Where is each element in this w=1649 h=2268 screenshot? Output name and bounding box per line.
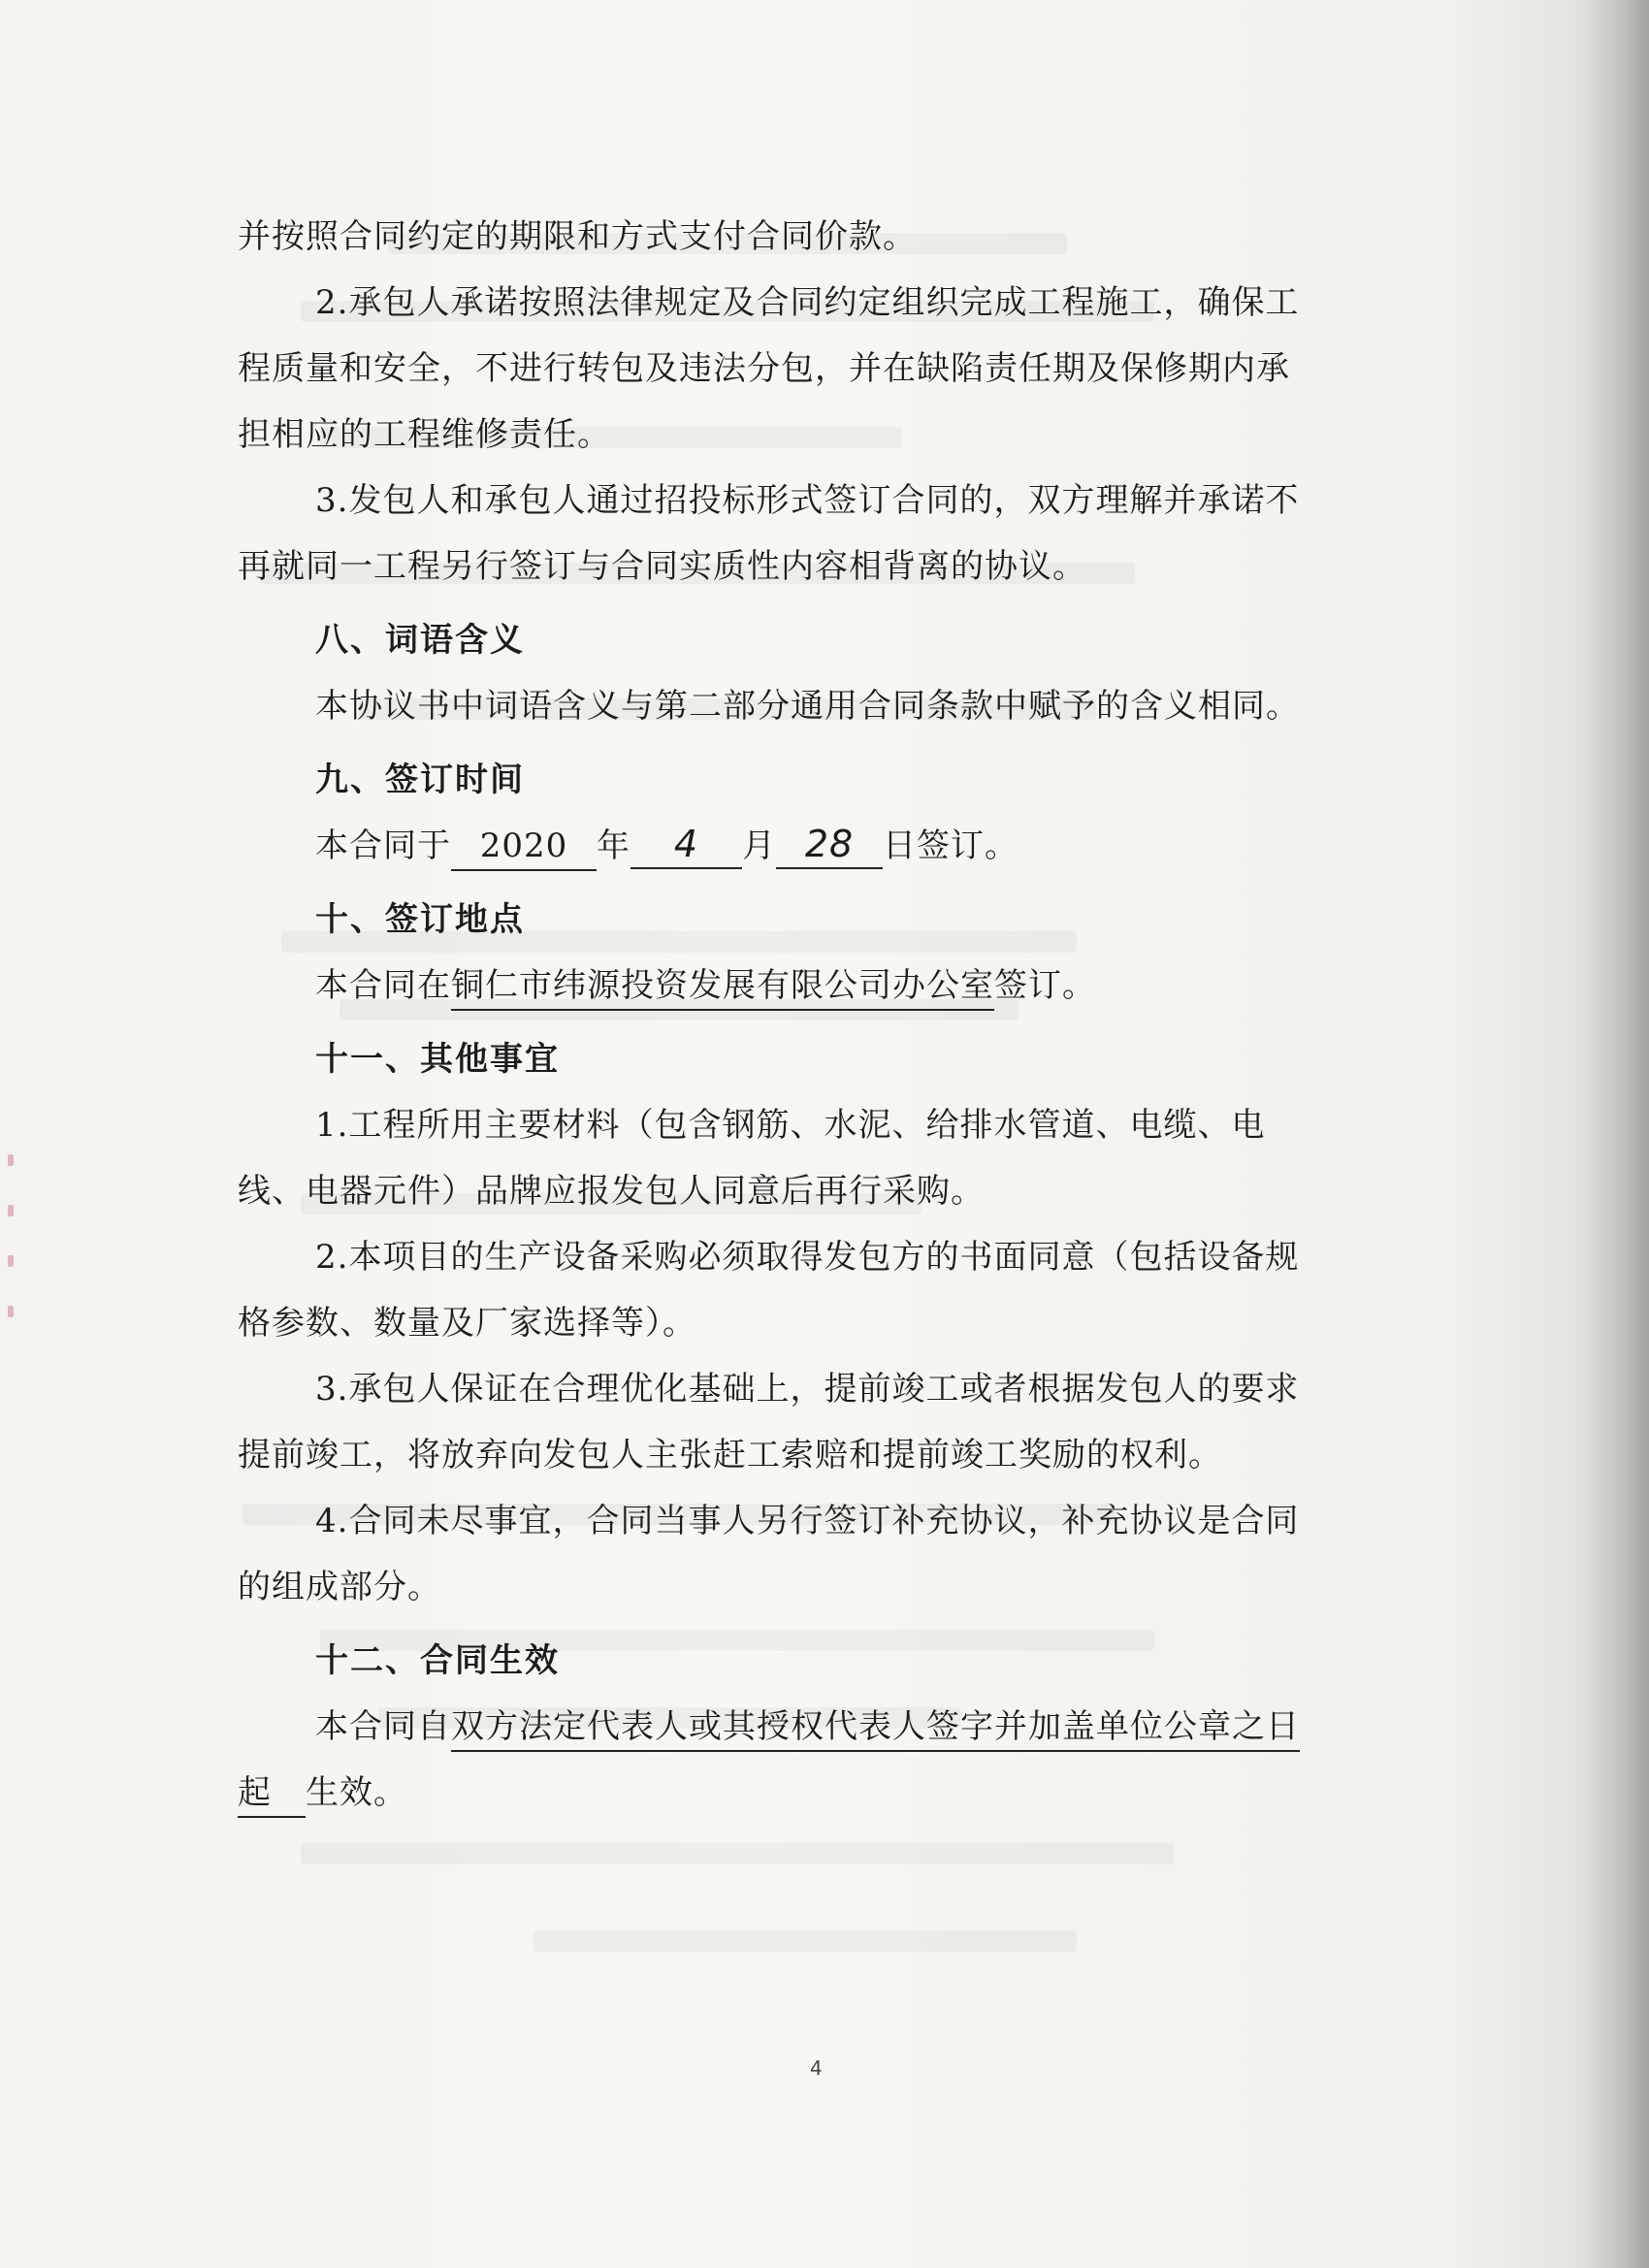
paragraph-line: 4.合同未尽事宜，合同当事人另行签订补充协议，补充协议是合同: [315, 1502, 1300, 1540]
page-number: 4: [810, 2057, 823, 2080]
place-suffix: 签订。: [994, 966, 1096, 1005]
signing-place-line: [238, 953, 1402, 1019]
date-month: 4: [630, 821, 742, 869]
paragraph-line: 3.发包人和承包人通过招投标形式签订合同的，双方理解并承诺不: [315, 481, 1300, 520]
paragraph-line: 再就同一工程另行签订与合同实质性内容相背离的协议。: [238, 547, 1086, 586]
binding-mark: [8, 1154, 14, 1166]
section-heading-other-matters: 十一、其他事宜: [315, 1040, 560, 1079]
date-month-label: 月: [742, 826, 776, 865]
binding-mark: [8, 1205, 14, 1216]
effectiveness-line: [238, 1694, 1402, 1760]
section-heading-effectiveness: 十二、合同生效: [315, 1641, 560, 1680]
binding-marks: [8, 1154, 14, 1356]
paragraph-line: 本协议书中词语含义与第二部分通用合同条款中赋予的含义相同。: [315, 687, 1300, 726]
effect-condition: 双方法定代表人或其授权代表人签字并加盖单位公章之日: [451, 1703, 1300, 1752]
effect-condition-cont: 起: [238, 1769, 306, 1818]
effectiveness-line-2: [238, 1760, 1402, 1826]
place-prefix: 本合同在: [315, 966, 451, 1005]
paragraph-line: 的组成部分。: [238, 1568, 441, 1606]
paragraph-line: 2.承包人承诺按照法律规定及合同约定组织完成工程施工，确保工: [315, 283, 1300, 322]
paragraph-line: 3.承包人保证在合理优化基础上，提前竣工或者根据发包人的要求: [315, 1370, 1300, 1409]
paragraph-line: 线、电器元件）品牌应报发包人同意后再行采购。: [238, 1172, 985, 1211]
paragraph-line: 1.工程所用主要材料（包含钢筋、水泥、给排水管道、电缆、电: [315, 1106, 1266, 1145]
page-edge-shadow: [1581, 0, 1649, 2268]
paragraph-line: 担相应的工程维修责任。: [238, 415, 611, 454]
date-year: 2020: [451, 823, 597, 871]
paragraph-line: 提前竣工，将放弃向发包人主张赶工索赔和提前竣工奖励的权利。: [238, 1436, 1222, 1474]
effect-suffix: 生效。: [306, 1773, 407, 1812]
section-heading-signing-time: 九、签订时间: [315, 761, 525, 799]
date-prefix: 本合同于: [315, 826, 451, 865]
signing-place: 铜仁市纬源投资发展有限公司办公室: [451, 962, 994, 1011]
binding-mark: [8, 1255, 14, 1267]
section-heading-definitions: 八、词语含义: [315, 621, 525, 660]
paragraph-line: 格参数、数量及厂家选择等）。: [238, 1304, 696, 1343]
paragraph-line: 程质量和安全，不进行转包及违法分包，并在缺陷责任期及保修期内承: [238, 349, 1290, 388]
section-heading-signing-place: 十、签订地点: [315, 900, 525, 939]
effect-prefix: 本合同自: [315, 1707, 451, 1746]
date-year-label: 年: [597, 826, 630, 865]
signing-date-line: [238, 813, 1402, 879]
paragraph-line: 2.本项目的生产设备采购必须取得发包方的书面同意（包括设备规: [315, 1238, 1300, 1277]
date-suffix: 日签订。: [883, 826, 1018, 865]
date-day: 28: [776, 821, 883, 869]
paragraph-line: 并按照合同约定的期限和方式支付合同价款。: [238, 217, 917, 256]
document-body: [238, 204, 1402, 1826]
binding-mark: [8, 1306, 14, 1317]
